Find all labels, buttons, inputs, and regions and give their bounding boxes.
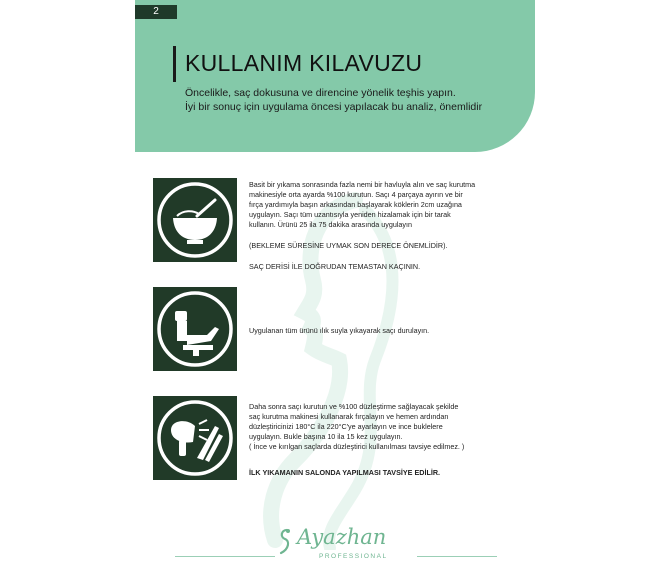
- header-banner: [135, 0, 535, 152]
- brand-logo: [275, 525, 415, 567]
- step-1-icon-box: [153, 178, 237, 262]
- text-line: uygulayın. Saçı tüm uzantısıyla yeniden hizalamak için bir tarak: [249, 210, 451, 219]
- subtitle-line: İyi bir sonuç için uygulama öncesi yapılacak bu analiz, önemlidir: [185, 101, 483, 113]
- brand-subtitle: PROFESSIONAL: [319, 553, 388, 560]
- subtitle-line: Öncelikle, saç dokusuna ve direncine yönelik teşhis yapın.: [185, 87, 456, 99]
- step-3-text: [249, 402, 511, 478]
- footer-divider-right: [417, 556, 497, 557]
- page-number: 2: [135, 5, 177, 19]
- step-2-icon-box: [153, 287, 237, 371]
- page-title: KULLANIM KILAVUZU: [185, 50, 423, 76]
- text-line: düzleştiricinizi 180°C ila 220°C'ye ayarlayın ve ince buklelere: [249, 422, 443, 431]
- scalp-contact-note: SAÇ DERİSİ İLE DOĞRUDAN TEMASTAN KAÇININ.: [249, 262, 421, 271]
- salon-wash-chair-icon: [153, 287, 237, 371]
- title-accent-bar: [173, 46, 176, 82]
- waiting-time-note: (BEKLEME SÜRESİNE UYMAK SON DERECE ÖNEMLİDİR).: [249, 241, 448, 250]
- manual-page: [135, 0, 535, 570]
- mixing-bowl-icon: [153, 178, 237, 262]
- brand-swan-icon: [275, 527, 295, 557]
- text-line: makinesiyle orta ayarda %100 kurutun. Saçı 4 parçaya ayırın ve bir: [249, 190, 463, 199]
- text-line: Basit bir yıkama sonrasında fazla nemi bir havluyla alın ve saç kurutma: [249, 180, 476, 189]
- text-line: uygulayın. Bukle başına 10 ila 15 kez uygulayın.: [249, 432, 403, 441]
- step-2-text: Uygulanan tüm ürünü ılık suyla yıkayarak saçı durulayın.: [249, 326, 430, 335]
- footer-divider-left: [175, 556, 275, 557]
- brand-name: Ayazhan: [297, 525, 387, 549]
- text-line: kullanın. Ürünü 25 ila 75 dakika arasında uygulayın: [249, 220, 413, 229]
- page-subtitle: [185, 86, 525, 114]
- salon-first-wash-warning: İLK YIKAMANIN SALONDA YAPILMASI TAVSİYE EDİLİR.: [249, 468, 441, 477]
- text-line: ( İnce ve kırılgan saçlarda düzleştirici kullanılması tavsiye edilmez. ): [249, 442, 465, 451]
- hair-dryer-flat-iron-icon: [153, 396, 237, 480]
- step-3-icon-box: [153, 396, 237, 480]
- step-1-text: [249, 180, 511, 272]
- text-line: fırça yardımıyla başın arkasından başlayarak köklerin 2cm uzağına: [249, 200, 462, 209]
- text-line: Daha sonra saçı kurutun ve %100 düzleştirme sağlayacak şekilde: [249, 402, 459, 411]
- text-line: saç kurutma makinesi kullanarak fırçalayın ve hemen ardından: [249, 412, 449, 421]
